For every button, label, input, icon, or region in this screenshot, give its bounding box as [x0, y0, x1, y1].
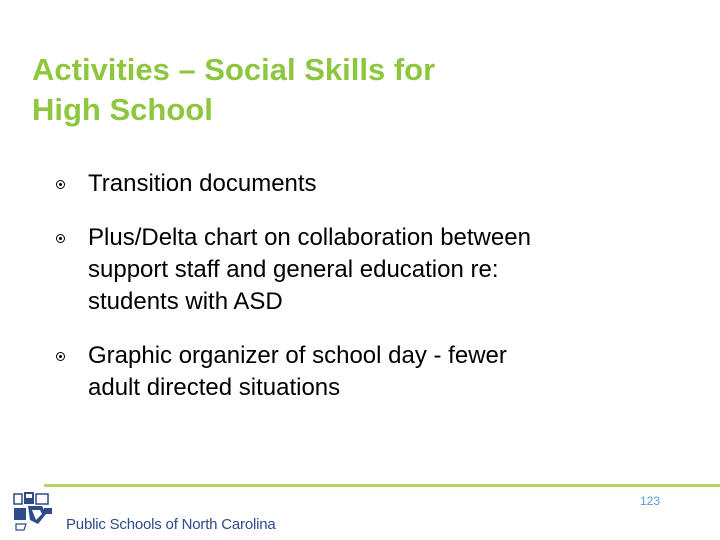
- organization-name: Public Schools of North Carolina: [66, 516, 276, 533]
- bullet-item: [52, 222, 672, 318]
- bullet-icon: [56, 180, 65, 189]
- bullet-text-line: Graphic organizer of school day - fewer: [88, 342, 507, 369]
- bullet-icon: [56, 234, 65, 243]
- bullet-icon: [56, 352, 65, 361]
- bullet-list: [52, 168, 672, 426]
- bullet-text-line: Plus/Delta chart on collaboration between: [88, 224, 531, 251]
- nc-public-schools-logo-icon: [12, 490, 60, 532]
- footer-divider: [44, 484, 720, 487]
- bullet-text-line: support staff and general education re:: [88, 256, 499, 283]
- bullet-text-line: Transition documents: [88, 170, 317, 197]
- bullet-item: [52, 168, 672, 200]
- slide-title-line: High School: [32, 92, 213, 127]
- slide-title: [32, 50, 672, 130]
- bullet-item: [52, 340, 672, 404]
- page-number: 123: [639, 494, 660, 508]
- bullet-text-line: adult directed situations: [88, 374, 341, 401]
- bullet-text-line: students with ASD: [88, 288, 283, 315]
- slide-title-line: Activities – Social Skills for: [32, 52, 436, 87]
